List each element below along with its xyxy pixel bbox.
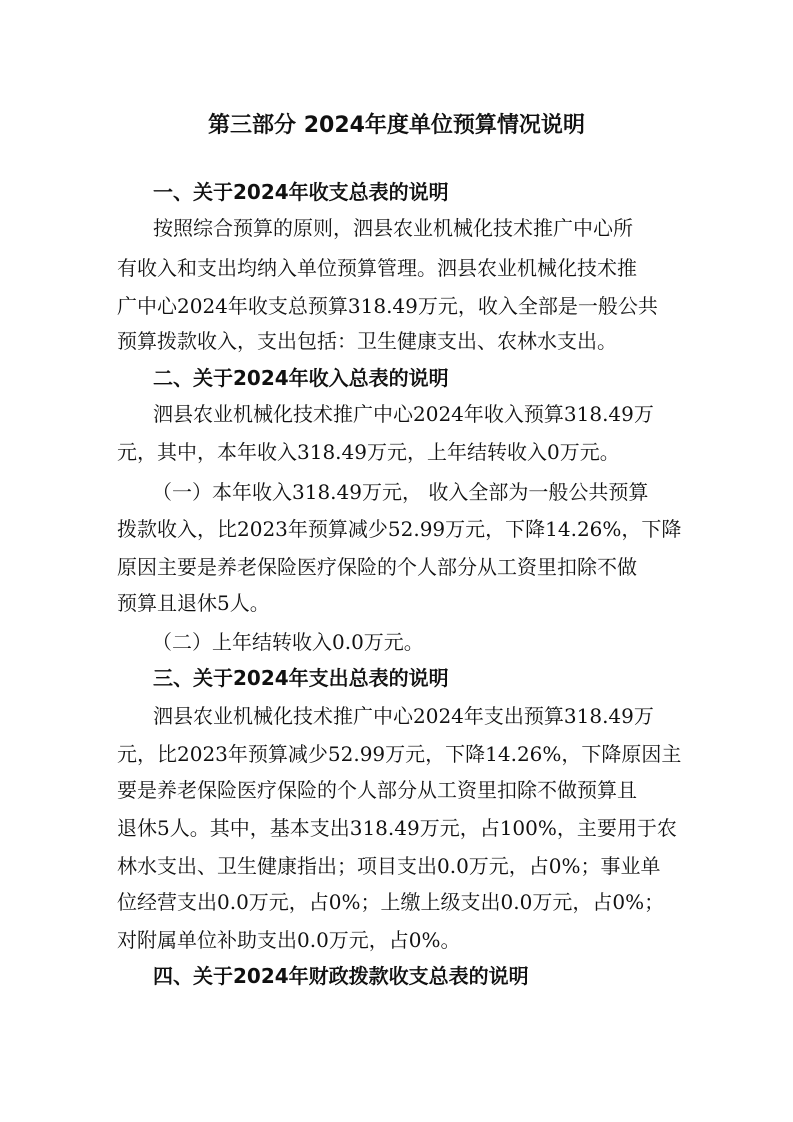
paragraph-line: 预算且退休5人。 (117, 591, 270, 615)
section-heading-3: 三、关于2024年支出总表的说明 (153, 666, 449, 690)
paragraph-line: 预算拨款收入，支出包括：卫生健康支出、农林水支出。 (117, 329, 617, 353)
page-title: 第三部分 2024年度单位预算情况说明 (208, 113, 585, 138)
paragraph-line: 有收入和支出均纳入单位预算管理。泗县农业机械化技术推 (117, 256, 637, 280)
section-heading-2: 二、关于2024年收入总表的说明 (153, 366, 449, 390)
paragraph-line: 按照综合预算的原则，泗县农业机械化技术推广中心所 (153, 216, 633, 240)
section-heading-1: 一、关于2024年收支总表的说明 (153, 180, 449, 204)
paragraph-line: 对附属单位补助支出0.0万元，占0%。 (117, 928, 461, 952)
paragraph-line: 原因主要是养老保险医疗保险的个人部分从工资里扣除不做 (117, 555, 637, 579)
paragraph-line: 退休5人。其中，基本支出318.49万元，占100%，主要用于农 (117, 816, 677, 840)
section-heading-4: 四、关于2024年财政拨款收支总表的说明 (153, 964, 529, 988)
paragraph-line: 要是养老保险医疗保险的个人部分从工资里扣除不做预算且 (117, 778, 637, 802)
paragraph-line: 广中心2024年收支总预算318.49万元，收入全部是一般公共 (117, 294, 658, 318)
paragraph-line: （二）上年结转收入0.0万元。 (152, 630, 424, 654)
paragraph-line: 位经营支出0.0万元，占0%；上缴上级支出0.0万元，占0%； (117, 890, 665, 914)
paragraph-line: 林水支出、卫生健康指出；项目支出0.0万元，占0%；事业单 (117, 854, 661, 878)
paragraph-line: 元，其中，本年收入318.49万元，上年结转收入0万元。 (117, 440, 620, 464)
paragraph-line: 泗县农业机械化技术推广中心2024年收入预算318.49万 (153, 402, 654, 426)
paragraph-line: 元，比2023年预算减少52.99万元，下降14.26%，下降原因主 (117, 742, 682, 766)
paragraph-line: 拨款收入，比2023年预算减少52.99万元，下降14.26%，下降 (117, 517, 682, 541)
paragraph-line: （一）本年收入318.49万元， 收入全部为一般公共预算 (152, 480, 649, 504)
paragraph-line: 泗县农业机械化技术推广中心2024年支出预算318.49万 (153, 704, 654, 728)
